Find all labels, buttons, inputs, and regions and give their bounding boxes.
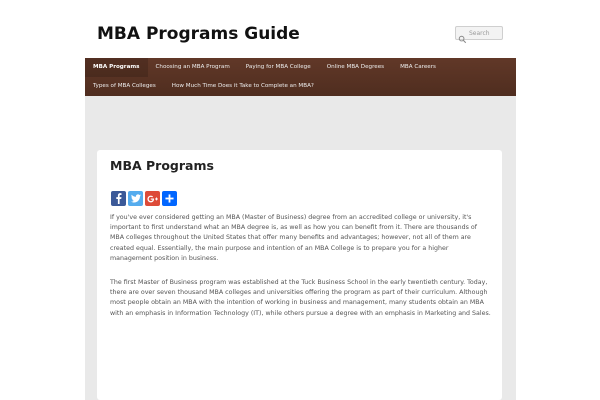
google-plus-icon — [147, 195, 158, 203]
twitter-icon — [131, 194, 141, 203]
site-title[interactable]: MBA Programs Guide — [97, 24, 300, 44]
article-paragraph-1: If you've ever considered getting an MBA (Master of Business) degree from an accredited college or university, it's important to first understand what an MBA degree is, as well as how you can benefit from it. There are thousands of MBA colleges throughout the United States that offer many benefits and advantages; however, not all of them are created equal. Essentially, the main purpose and intention of an MBA College is to prepare you for a higher management position in business. — [110, 214, 478, 262]
nav-row-1 — [85, 58, 444, 77]
page-title: MBA Programs — [110, 158, 214, 173]
nav-item-online-mba-degrees[interactable]: Online MBA Degrees — [326, 64, 385, 70]
article-paragraph-2: The first Master of Business program was established at the Tuck Business School in the early twentieth century. Today, there are over seven thousand MBA colleges and universities offering the program as part of their curriculum. Although most people obtain an MBA with the intention of working in business and management, many students obtain an MBA with an emphasis in Information Technology (IT), while others pursue a degree with an emphasis in Marketing and Sales. — [110, 279, 491, 317]
main-navigation — [85, 58, 516, 96]
nav-item-types-of-mba-colleges[interactable]: Types of MBA Colleges — [93, 83, 156, 89]
add-share-button[interactable] — [162, 191, 177, 206]
article-card — [97, 150, 502, 400]
search-box[interactable] — [455, 26, 503, 40]
nav-item-mba-programs[interactable]: MBA Programs — [85, 58, 148, 77]
facebook-icon — [115, 193, 122, 204]
google-plus-share-button[interactable] — [145, 191, 160, 206]
nav-item-mba-careers[interactable]: MBA Careers — [400, 64, 436, 70]
nav-row-2 — [85, 77, 322, 96]
search-icon — [458, 29, 467, 38]
nav-item-paying-for-mba-college[interactable]: Paying for MBA College — [245, 64, 311, 70]
share-bar — [111, 191, 177, 206]
twitter-share-button[interactable] — [128, 191, 143, 206]
facebook-share-button[interactable] — [111, 191, 126, 206]
nav-item-time-to-complete-mba[interactable]: How Much Time Does it Take to Complete an MBA? — [171, 83, 314, 89]
add-share-icon — [165, 194, 174, 203]
nav-item-choosing-an-mba-program[interactable]: Choosing an MBA Program — [155, 64, 230, 70]
search-input[interactable] — [467, 28, 503, 38]
